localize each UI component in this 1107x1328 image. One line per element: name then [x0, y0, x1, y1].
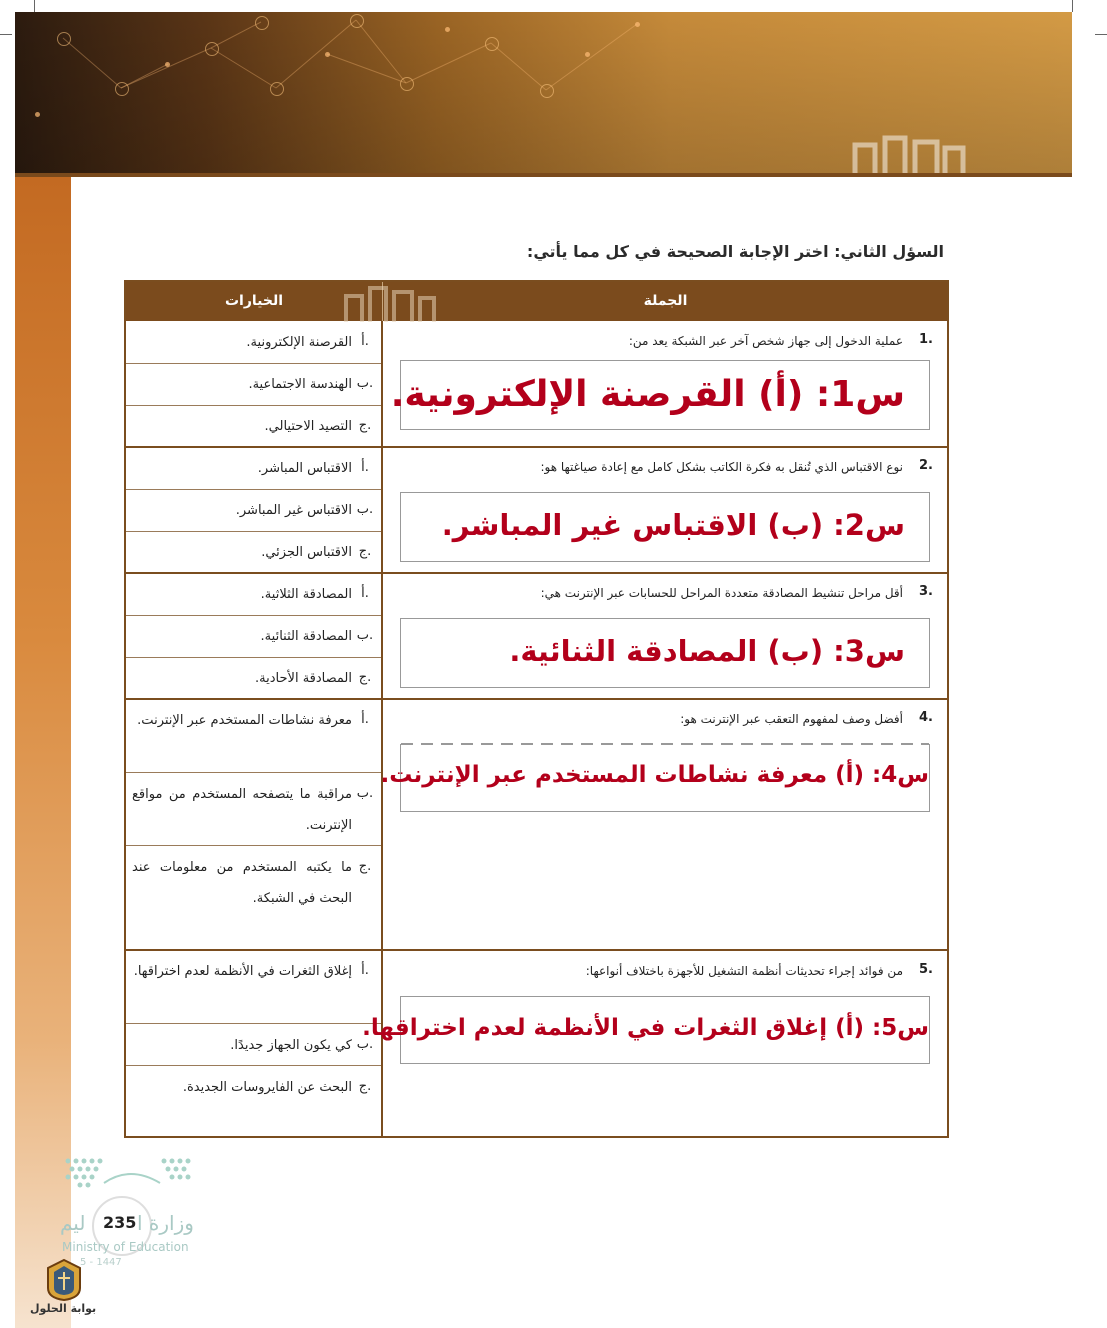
option-text: المصادقة الثلاثية. — [260, 587, 352, 602]
edition-year: 5 - 1447 — [80, 1257, 122, 1268]
option-text: الهندسة الاجتماعية. — [248, 377, 352, 392]
option-letter: أ. — [361, 460, 369, 475]
question-heading: السؤل الثاني: اختر الإجابة الصحيحة في كل مما يأتي: — [526, 242, 944, 261]
network-lines-icon — [15, 12, 715, 132]
option-text: ما يكتبه المستخدم من معلومات عند البحث في الشبكة. — [132, 860, 352, 906]
option-text: كي يكون الجهاز جديدًا. — [230, 1038, 352, 1053]
answer-box — [400, 618, 930, 688]
question-text: أفضل وصف لمفهوم التعقب عبر الإنترنت هو: — [680, 712, 903, 726]
option-divider — [126, 615, 381, 616]
option-text: التصيد الاحتيالي. — [264, 419, 352, 434]
left-decorative-stripe — [15, 177, 71, 1328]
option-text: الاقتباس المباشر. — [257, 461, 352, 476]
header-sentence: الجملة — [382, 282, 948, 321]
answer-text: س4: (أ) معرفة نشاطات المستخدم عبر الإنترنت. — [380, 762, 929, 788]
question-text: نوع الاقتباس الذي تُنقل به فكرة الكاتب بشكل كامل مع إعادة صياغتها هو: — [540, 460, 903, 474]
option-divider — [126, 1065, 381, 1066]
row-divider — [126, 572, 947, 574]
option-divider — [126, 489, 381, 490]
option-letter: ج. — [358, 670, 372, 685]
option-letter: أ. — [361, 334, 369, 349]
option-letter: أ. — [361, 963, 369, 978]
option-letter: ب. — [356, 376, 374, 391]
option-text: القرصنة الإلكترونية. — [246, 335, 352, 350]
ministry-name-ar: وزارة ا — [137, 1211, 194, 1235]
answer-box — [362, 996, 930, 1064]
question-number: 1. — [919, 332, 933, 347]
option-text: البحث عن الفايروسات الجديدة. — [182, 1080, 352, 1095]
questions-table — [124, 280, 949, 1138]
row-divider — [126, 698, 947, 700]
row-divider — [126, 446, 947, 448]
option-text: مراقبة ما يتصفحه المستخدم من مواقع الإنترنت. — [132, 787, 352, 833]
option-divider — [126, 531, 381, 532]
ministry-name-en: Ministry of Education — [62, 1240, 189, 1254]
option-divider — [126, 772, 381, 773]
answer-box — [380, 744, 930, 812]
answer-text: س1: (أ) القرصنة الإلكترونية. — [390, 374, 905, 415]
option-letter: أ. — [361, 712, 369, 727]
option-divider — [126, 363, 381, 364]
header-banner — [15, 12, 1072, 177]
portal-label: بوابة الحلول — [30, 1302, 97, 1315]
crop-mark — [0, 34, 12, 35]
answer-text: س3: (ب) المصادقة الثنائية. — [509, 634, 905, 668]
option-text: إغلاق الثغرات في الأنظمة لعدم اختراقها. — [133, 964, 352, 979]
answer-box — [400, 492, 930, 562]
option-text: معرفة نشاطات المستخدم عبر الإنترنت. — [137, 713, 352, 728]
question-number: 2. — [919, 458, 933, 473]
option-letter: ج. — [358, 544, 372, 559]
watermark-logo-icon — [845, 130, 975, 177]
option-letter: ب. — [356, 502, 374, 517]
question-text: من فوائد إجراء تحديثات أنظمة التشغيل للأجهزة باختلاف أنواعها: — [585, 964, 903, 978]
crop-mark — [34, 0, 35, 12]
option-letter: ب. — [356, 628, 374, 643]
question-number: 3. — [919, 584, 933, 599]
banner-bottom-rule — [15, 173, 1072, 177]
row-divider — [126, 949, 947, 951]
option-divider — [126, 845, 381, 846]
ministry-logo-icon — [64, 1155, 196, 1197]
answer-text: س5: (أ) إغلاق الثغرات في الأنظمة لعدم اختراقها. — [362, 1015, 929, 1041]
option-text: الاقتباس غير المباشر. — [235, 503, 352, 518]
option-text: المصادقة الأحادية. — [255, 671, 352, 686]
option-letter: ج. — [358, 859, 372, 874]
question-number: 4. — [919, 710, 933, 725]
option-text: المصادقة الثنائية. — [260, 629, 352, 644]
answer-box — [390, 360, 930, 430]
header-options: الخيارات — [224, 293, 284, 309]
option-letter: ج. — [358, 418, 372, 433]
option-letter: أ. — [361, 586, 369, 601]
portal-badge-icon — [44, 1258, 84, 1302]
option-text: الاقتباس الجزئي. — [261, 545, 352, 560]
table-header — [126, 282, 947, 321]
question-text: أقل مراحل تنشيط المصادقة متعددة المراحل للحسابات عبر الإنترنت هي: — [540, 586, 903, 600]
question-text: عملية الدخول إلى جهاز شخص آخر عبر الشبكة يعد من: — [628, 334, 903, 348]
watermark-logo-icon — [338, 282, 438, 322]
crop-mark — [1072, 0, 1073, 12]
ministry-name-ar-part: ليم — [60, 1211, 86, 1235]
option-letter: ب. — [356, 1037, 374, 1052]
page-number: 235 — [103, 1213, 137, 1232]
option-divider — [126, 1023, 381, 1024]
question-number: 5. — [919, 962, 933, 977]
option-letter: ب. — [356, 786, 374, 801]
option-divider — [126, 657, 381, 658]
option-letter: ج. — [358, 1079, 372, 1094]
crop-mark — [1095, 34, 1107, 35]
answer-text: س2: (ب) الاقتباس غير المباشر. — [441, 508, 905, 542]
option-divider — [126, 405, 381, 406]
